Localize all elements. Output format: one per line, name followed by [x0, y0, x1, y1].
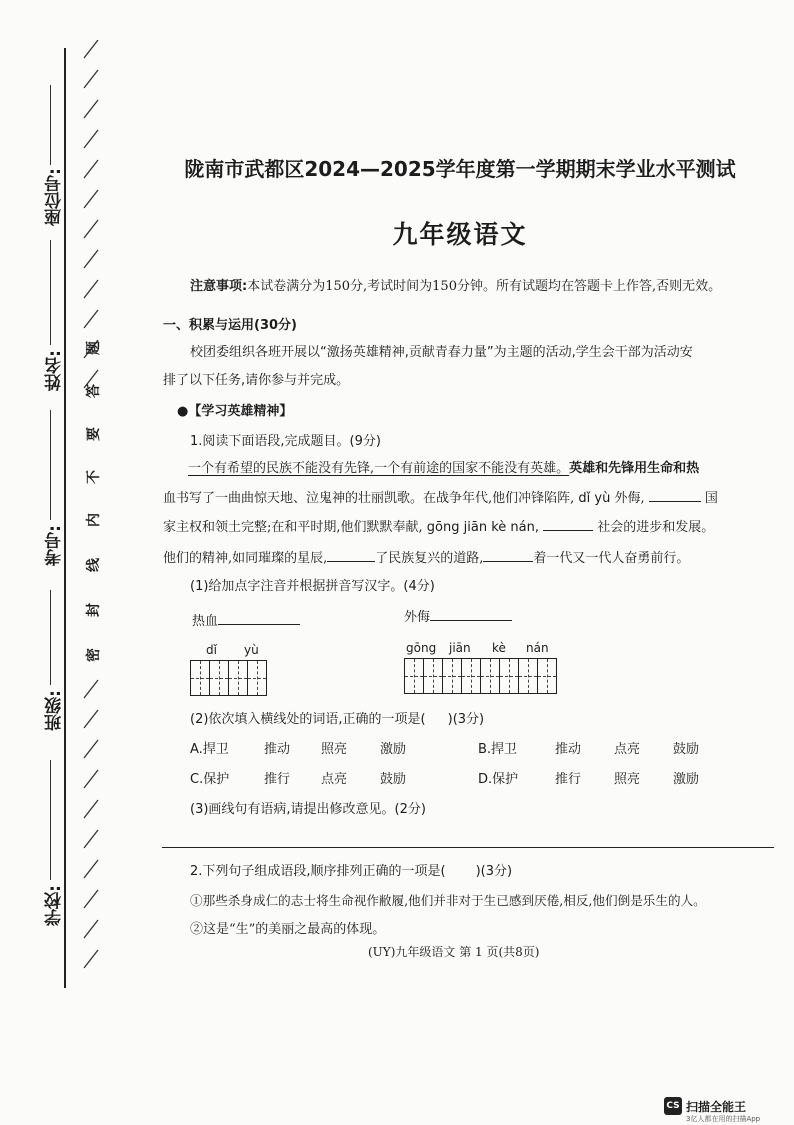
school-label: 学校: — [45, 885, 65, 926]
pinyin-diyu: dǐ yù — [578, 491, 611, 506]
word-waiwu: 外侮 — [404, 610, 431, 625]
pinyin-gjkn: gōng jiān kè nán, — [426, 520, 539, 535]
q1-passage-line-3 — [163, 516, 714, 538]
grid2-pinyin-3: kè — [492, 641, 506, 655]
seal-char: 答 — [86, 384, 102, 398]
q1-sub1: (1)给加点字注音并根据拼音写汉字。(4分) — [190, 579, 435, 594]
option-a-word: 照亮 — [321, 742, 348, 757]
q2-score: )(3分) — [475, 864, 513, 879]
notice-text: 本试卷满分为150分,考试时间为150分钟。所有试题均在答题卡上作答,否则无效。 — [247, 279, 722, 294]
class-label: 班级: — [45, 690, 65, 731]
option-b-label[interactable]: B.捍卫 — [478, 742, 518, 757]
q1-line2c: 国 — [704, 491, 718, 506]
notice — [190, 277, 721, 297]
blank-2[interactable] — [543, 516, 593, 531]
intro-line-1: 校团委组织各班开展以“激扬英雄精神,贡献青春力量”为主题的活动,学生会干部为活动安 — [190, 345, 693, 360]
q1-line4c: 着一代又一代人奋勇前行。 — [533, 551, 690, 566]
option-b-word: 推动 — [555, 742, 582, 757]
seal-char: 内 — [86, 513, 102, 527]
seat-number-label: 座位号: — [45, 168, 65, 226]
grid2-pinyin-2: jiān — [449, 641, 471, 655]
blank-1[interactable] — [649, 487, 701, 502]
grid2-pinyin-4: nán — [526, 641, 549, 655]
option-c-label[interactable]: C.保护 — [190, 772, 230, 787]
notice-label: 注意事项: — [190, 279, 248, 294]
option-b-word: 鼓励 — [673, 742, 700, 757]
q1-line3b: 社会的进步和发展。 — [597, 520, 715, 535]
option-d-word: 推行 — [555, 772, 582, 787]
seal-char: 不 — [86, 470, 102, 484]
intro-line-2: 排了以下任务,请你参与并完成。 — [163, 373, 350, 388]
answer-line-sub3[interactable] — [162, 847, 774, 848]
section-heading: 一、积累与运用(30分) — [163, 318, 297, 333]
scanner-brand: 扫描全能王 — [686, 1100, 747, 1114]
seal-char: 要 — [86, 427, 102, 441]
q2-stem-text: 2.下列句子组成语段,顺序排列正确的一项是( — [190, 864, 446, 879]
seal-char: 封 — [86, 603, 102, 617]
task-tag: ●【学习英雄精神】 — [177, 404, 293, 419]
q1-sub2-text: (2)依次填入横线处的词语,正确的一项是( — [190, 712, 426, 727]
q1-underlined-sentence: 一个有希望的民族不能没有先锋,一个有前途的国家不能没有英雄。 — [188, 461, 570, 476]
page-footer: (UY)九年级语文 第 1 页(共8页) — [368, 945, 540, 959]
seal-char: 密 — [86, 648, 102, 662]
option-c-word: 点亮 — [321, 772, 348, 787]
blank-4[interactable] — [483, 547, 533, 562]
q1-line1-rest: 英雄和先锋用生命和热 — [569, 461, 700, 476]
option-d-word: 激励 — [673, 772, 700, 787]
blank-3[interactable] — [327, 547, 375, 562]
q1-line2a: 血书写了一曲曲惊天地、泣鬼神的壮丽凯歌。在战争年代,他们冲锋陷阵, — [163, 491, 575, 506]
q2-stem — [190, 862, 512, 882]
exam-number-label: 考号: — [45, 525, 65, 566]
seat-number-blank[interactable] — [50, 85, 51, 165]
q1-line4b: 了民族复兴的道路, — [375, 551, 484, 566]
exam-subtitle: 九年级语文 — [392, 220, 528, 249]
option-a-word: 推动 — [264, 742, 291, 757]
scanner-logo-icon: CS — [664, 1097, 682, 1115]
answer-grid-diyu[interactable] — [190, 660, 267, 696]
q1-line4a: 他们的精神,如同璀璨的星辰, — [163, 551, 328, 566]
word-rexue-row — [192, 610, 300, 632]
answer-waiwu[interactable] — [430, 606, 512, 621]
option-a-word: 激励 — [380, 742, 407, 757]
q2-sentence-2: ②这是“生”的美丽之最高的体现。 — [190, 922, 386, 937]
school-blank[interactable] — [50, 760, 51, 880]
word-waiwu-row — [404, 606, 512, 628]
option-c-word: 鼓励 — [380, 772, 407, 787]
exam-title: 陇南市武都区2024—2025学年度第一学期期末学业水平测试 — [184, 157, 736, 181]
grid2-pinyin-1: gōng — [406, 641, 437, 655]
word-rexue: 热血 — [192, 614, 219, 629]
q1-sub2-score: )(3分) — [447, 712, 485, 727]
grid1-pinyin-1: dǐ — [206, 643, 217, 657]
q1-line3a: 家主权和领土完整;在和平时期,他们默默奉献, — [163, 520, 423, 535]
seal-char: 线 — [86, 558, 102, 572]
name-label: 姓名: — [45, 350, 65, 391]
q1-stem: 1.阅读下面语段,完成题目。(9分) — [190, 434, 381, 449]
q1-line2b: 外侮, — [614, 491, 645, 506]
option-a-label[interactable]: A.捍卫 — [190, 742, 229, 757]
answer-grid-gjkn[interactable] — [404, 658, 557, 694]
exam-number-blank[interactable] — [50, 410, 51, 520]
scanner-brand-sub: 3亿人都在用的扫描App — [686, 1115, 761, 1123]
q1-sub3: (3)画线句有语病,请提出修改意见。(2分) — [190, 802, 426, 817]
seal-char: 题 — [86, 341, 102, 355]
grid1-pinyin-2: yù — [244, 643, 259, 657]
q1-passage-line-4 — [163, 547, 689, 569]
name-blank[interactable] — [50, 240, 51, 345]
q1-passage-line-2 — [163, 487, 718, 509]
q1-sub2 — [190, 710, 484, 730]
q2-sentence-1: ①那些杀身成仁的志士将生命视作敝履,他们并非对于生已感到厌倦,相反,他们倒是乐生的人。 — [190, 893, 706, 908]
q1-passage-line-1 — [188, 459, 699, 479]
class-blank[interactable] — [50, 590, 51, 685]
option-b-word: 点亮 — [614, 742, 641, 757]
option-d-word: 照亮 — [614, 772, 641, 787]
option-d-label[interactable]: D.保护 — [478, 772, 519, 787]
answer-rexue[interactable] — [218, 610, 300, 625]
option-c-word: 推行 — [264, 772, 291, 787]
